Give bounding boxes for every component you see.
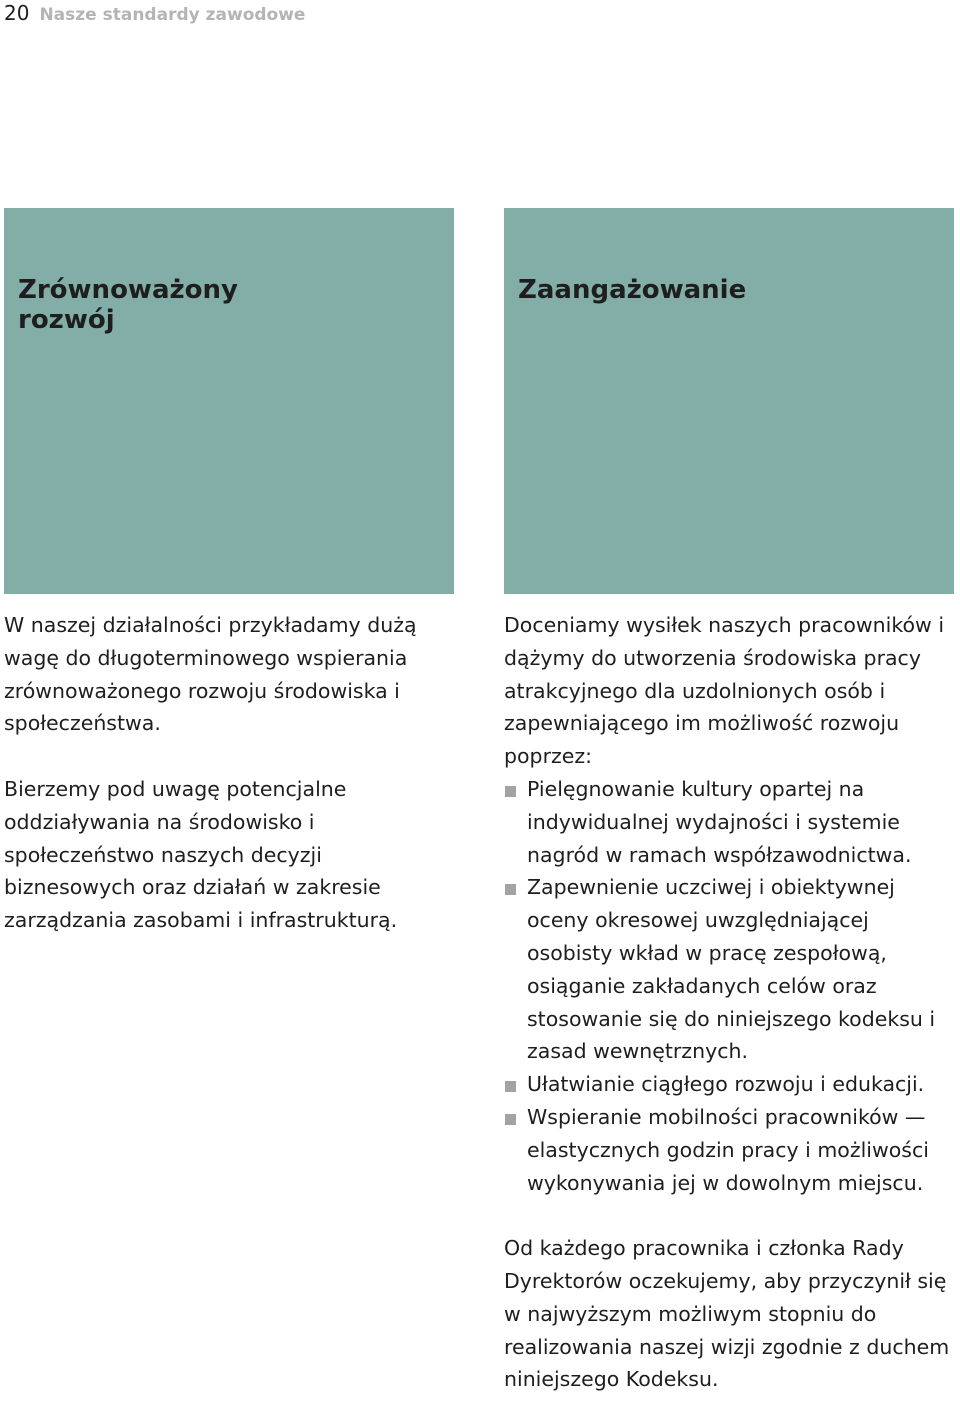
square-bullet-icon [505, 1081, 516, 1092]
sustainability-title: Zrównoważony rozwój [18, 275, 238, 335]
bullet-item [504, 871, 956, 1068]
running-title: Nasze standardy zawodowe [39, 5, 306, 25]
page-header [4, 0, 305, 26]
square-bullet-icon [505, 884, 516, 895]
page-number: 20 [4, 1, 30, 25]
sustainability-paragraph: W naszej działalności przykładamy dużą wagę do długoterminowego wspierania zrównoważonego rozwoju środowiska i społeczeństwa. [4, 613, 417, 736]
bullet-item [504, 773, 956, 871]
square-bullet-icon [505, 1114, 516, 1125]
engagement-bullet-list [504, 773, 956, 1199]
engagement-closing: Od każdego pracownika i członka Rady Dyrektorów oczekujemy, aby przyczynił się w najwyższym możliwym stopniu do realizowania naszej wizji zgodnie z duchem niniejszego Kodeksu. [504, 1236, 950, 1392]
engagement-text [504, 609, 956, 1396]
engagement-intro: Doceniamy wysiłek naszych pracowników i dążymy do utworzenia środowiska pracy atrakcyjnego dla uzdolnionych osób i zapewniającego im możliwość rozwoju poprzez: [504, 613, 945, 769]
engagement-title: Zaangażowanie [518, 275, 747, 305]
bullet-item [504, 1068, 956, 1101]
bullet-text: Zapewnienie uczciwej i obiektywnej oceny okresowej uwzględniającej osobisty wkład w pracę zespołową, osiąganie zakładanych celów oraz stosowanie się do niniejszego kodeksu i zasad wewnętrznych. [527, 875, 936, 1064]
sustainability-text [4, 609, 456, 937]
engagement-panel [504, 208, 954, 594]
bullet-item [504, 1101, 956, 1199]
sustainability-panel [4, 208, 454, 594]
bullet-text: Ułatwianie ciągłego rozwoju i edukacji. [527, 1072, 925, 1097]
bullet-text: Wspieranie mobilności pracowników — elastycznych godzin pracy i możliwości wykonywania jej w dowolnym miejscu. [527, 1104, 929, 1195]
sustainability-paragraph: Bierzemy pod uwagę potencjalne oddziaływania na środowisko i społeczeństwo naszych decyzji biznesowych oraz działań w zakresie zarządzania zasobami i infrastrukturą. [4, 776, 398, 933]
bullet-text: Pielęgnowanie kultury opartej na indywidualnej wydajności i systemie nagród w ramach współzawodnictwa. [527, 776, 912, 867]
square-bullet-icon [505, 786, 516, 797]
